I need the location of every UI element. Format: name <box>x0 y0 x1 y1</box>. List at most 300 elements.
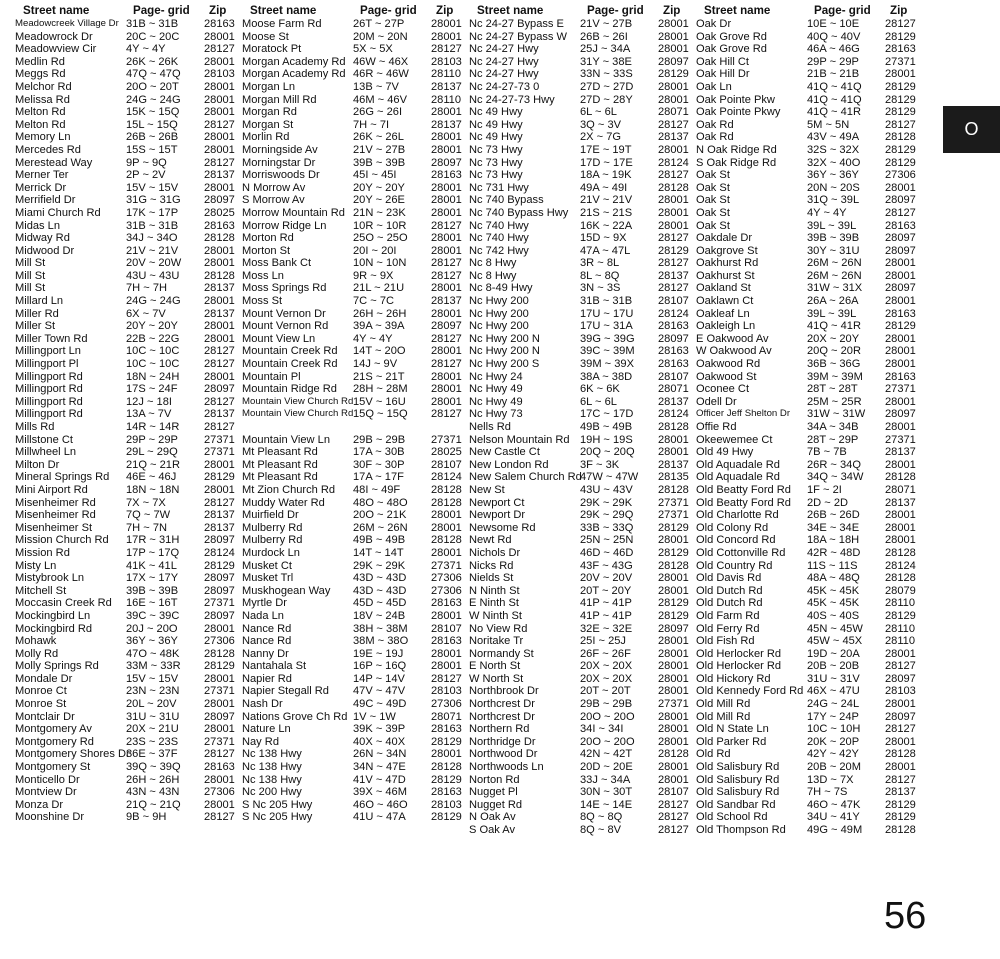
street-name: Northcrest Dr <box>469 710 535 723</box>
zip-code: 28001 <box>431 143 462 156</box>
page-grid: 15V ~ 15V <box>126 672 179 685</box>
zip-code: 28129 <box>204 471 235 484</box>
page-grid: 31B ~ 31B <box>580 295 633 308</box>
index-row <box>15 497 243 510</box>
index-row <box>469 245 697 258</box>
street-name: Offie Rd <box>696 421 737 433</box>
page-grid: 45D ~ 45D <box>353 597 407 610</box>
index-row <box>469 421 697 434</box>
page-grid: 39G ~ 39G <box>580 332 635 345</box>
street-name: Morrow Ridge Ln <box>242 219 327 232</box>
page-grid: 24G ~ 24G <box>126 295 181 308</box>
index-row <box>469 761 697 774</box>
zip-code: 28137 <box>204 307 235 320</box>
index-row <box>15 774 243 787</box>
street-name: Nc 24-27 Bypass W <box>469 30 568 43</box>
street-name: Muddy Water Rd <box>242 496 325 509</box>
page-grid: 7H ~ 7H <box>126 282 168 295</box>
zip-code: 28129 <box>885 320 916 333</box>
page-grid: 17K ~ 17P <box>126 206 179 219</box>
zip-code: 28135 <box>658 471 689 484</box>
page-grid: 15S ~ 15T <box>126 143 178 156</box>
index-row <box>242 421 470 434</box>
page-grid: 1V ~ 1W <box>353 710 396 723</box>
zip-code: 28001 <box>658 672 689 685</box>
street-name: Mondale Dr <box>15 672 73 685</box>
index-row <box>242 119 470 132</box>
zip-code: 28127 <box>431 219 462 232</box>
zip-code: 28001 <box>204 672 235 685</box>
index-row <box>15 673 243 686</box>
zip-code: 28001 <box>431 370 462 383</box>
street-name: S Oak Av <box>469 824 516 836</box>
street-name: Old Sandbar Rd <box>696 798 776 811</box>
page-grid: 39B ~ 39B <box>353 156 406 169</box>
page-grid: 46E ~ 46J <box>126 471 177 484</box>
street-name: Mineral Springs Rd <box>15 471 110 484</box>
zip-code: 28107 <box>658 295 689 308</box>
zip-code: 28128 <box>431 496 462 509</box>
street-name: Old Charlotte Rd <box>696 509 779 522</box>
index-row <box>242 320 470 333</box>
page-grid: 17X ~ 17Y <box>126 572 179 585</box>
zip-code: 28107 <box>658 370 689 383</box>
index-row <box>242 383 470 396</box>
zip-code: 28001 <box>431 345 462 358</box>
zip-code: 28137 <box>885 446 916 459</box>
page-grid: 15Q ~ 15Q <box>353 408 408 421</box>
zip-code: 28127 <box>204 748 235 761</box>
zip-code: 28110 <box>431 93 462 106</box>
index-row <box>469 358 697 371</box>
index-row <box>469 194 697 207</box>
index-row <box>242 308 470 321</box>
page-grid: 31U ~ 31V <box>807 672 860 685</box>
street-name: Oak Grove Rd <box>696 43 767 56</box>
index-row <box>469 81 697 94</box>
street-name: Oakhurst Rd <box>696 257 759 270</box>
index-row <box>696 560 924 573</box>
page-grid: 26A ~ 26A <box>807 295 859 308</box>
street-name: Molly Springs Rd <box>15 660 99 673</box>
page-grid: 49C ~ 49D <box>353 698 407 711</box>
street-name: Old Rd <box>696 748 731 761</box>
index-row <box>15 371 243 384</box>
zip-code: 28137 <box>885 496 916 509</box>
zip-code: 27371 <box>204 685 235 698</box>
page-grid: 22B ~ 22G <box>126 332 180 345</box>
index-row <box>242 471 470 484</box>
index-row <box>15 484 243 497</box>
street-name: Moccasin Creek Rd <box>15 597 112 610</box>
zip-code: 28163 <box>885 307 916 320</box>
zip-code: 28163 <box>885 370 916 383</box>
index-row <box>469 824 697 837</box>
index-row <box>696 396 924 409</box>
index-row <box>696 282 924 295</box>
street-name: Oak Rd <box>696 118 734 131</box>
index-row <box>15 207 243 220</box>
street-name: New St <box>469 483 505 496</box>
street-name: Morgan Rd <box>242 106 297 119</box>
index-row <box>15 698 243 711</box>
street-name: Oak Pointe Pkwy <box>696 106 781 119</box>
index-row <box>242 194 470 207</box>
zip-code: 28128 <box>885 546 916 559</box>
index-row <box>242 497 470 510</box>
street-name: Mount Vernon Dr <box>242 307 326 320</box>
index-row <box>242 446 470 459</box>
street-name: Mercedes Rd <box>15 143 81 156</box>
street-name: Nc Hwy 200 N <box>469 345 540 358</box>
street-name: Millingport Rd <box>15 370 83 383</box>
index-row <box>696 31 924 44</box>
index-row <box>242 660 470 673</box>
zip-code: 28001 <box>885 534 916 547</box>
zip-code: 28137 <box>658 395 689 408</box>
page-grid: 18N ~ 24H <box>126 370 180 383</box>
zip-code: 28137 <box>204 408 235 421</box>
street-name: Norton Rd <box>469 773 520 786</box>
page-grid: 34A ~ 34B <box>807 421 859 433</box>
zip-code: 28128 <box>204 269 235 282</box>
page-grid: 38H ~ 38M <box>353 622 408 635</box>
page-grid: 10E ~ 10E <box>807 18 860 30</box>
street-name: Nc 740 Hwy <box>469 232 529 245</box>
zip-code: 28001 <box>431 244 462 257</box>
page-grid: 3F ~ 3K <box>580 458 620 471</box>
page-grid: 17E ~ 19T <box>580 143 632 156</box>
zip-code: 28001 <box>885 358 916 371</box>
zip-code: 28137 <box>658 269 689 282</box>
street-name: Moss St <box>242 295 283 308</box>
street-name: Nells Rd <box>469 421 511 433</box>
zip-code: 28097 <box>885 194 916 207</box>
street-name: Nc 24-27-73 0 <box>469 80 540 93</box>
zip-code: 28127 <box>431 257 462 270</box>
page-grid: 8Q ~ 8Q <box>580 811 623 824</box>
zip-code: 28103 <box>431 55 462 68</box>
page-grid: 7X ~ 7X <box>126 496 166 509</box>
page-grid: 2D ~ 2D <box>807 496 849 509</box>
page-grid: 20D ~ 20E <box>580 761 633 774</box>
street-name: No View Rd <box>469 622 528 635</box>
index-row <box>242 761 470 774</box>
street-name: Millingport Rd <box>15 383 83 396</box>
page-grid: 46W ~ 46X <box>353 55 409 68</box>
zip-code: 28097 <box>658 332 689 345</box>
index-row <box>15 711 243 724</box>
index-row <box>469 345 697 358</box>
page-grid: 6L ~ 6L <box>580 395 617 408</box>
index-row <box>696 43 924 56</box>
index-row <box>696 711 924 724</box>
street-name: Mt Pleasant Rd <box>242 446 318 459</box>
zip-code: 28097 <box>658 622 689 635</box>
page-grid: 31B ~ 31B <box>126 219 179 232</box>
index-row <box>469 434 697 447</box>
street-name: Oak St <box>696 194 730 207</box>
index-row <box>242 106 470 119</box>
zip-code: 28001 <box>204 458 235 471</box>
page-grid: 7B ~ 7B <box>807 446 847 459</box>
zip-code: 28129 <box>885 811 916 824</box>
street-name: Morgan Academy Rd <box>242 55 346 68</box>
index-row <box>242 585 470 598</box>
zip-code: 28127 <box>204 118 235 131</box>
index-row <box>242 31 470 44</box>
zip-code: 28124 <box>431 471 462 484</box>
street-name: Nance Rd <box>242 635 292 648</box>
page-grid: 20X ~ 20Y <box>807 332 860 345</box>
street-name: Mockingbird Ln <box>15 609 91 622</box>
page-grid: 25M ~ 25R <box>807 395 862 408</box>
zip-code: 28001 <box>204 332 235 345</box>
street-name: Molly Rd <box>15 647 59 660</box>
street-name: Nc Hwy 200 <box>469 307 529 320</box>
index-row <box>242 371 470 384</box>
page-grid: 18A ~ 18H <box>807 534 860 547</box>
page-grid: 26R ~ 34Q <box>807 458 861 471</box>
page-grid: 39C ~ 39M <box>580 345 635 358</box>
page-grid: 20V ~ 20V <box>580 572 633 585</box>
zip-code: 28001 <box>885 698 916 711</box>
zip-code: 28124 <box>658 408 689 421</box>
zip-code: 28127 <box>885 206 916 219</box>
page-grid: 47O ~ 48K <box>126 647 180 660</box>
index-row <box>696 786 924 799</box>
page-grid: 23S ~ 23S <box>126 735 179 748</box>
page-grid: 47A ~ 47L <box>580 244 631 257</box>
street-name: Morlin Rd <box>242 131 290 144</box>
street-name: Mills Rd <box>15 421 55 433</box>
page-grid: 34E ~ 34E <box>807 521 860 534</box>
index-row <box>696 698 924 711</box>
zip-code: 28129 <box>885 798 916 811</box>
page-grid: 20M ~ 20N <box>353 30 408 43</box>
page-grid: 49B ~ 49B <box>353 534 406 547</box>
street-name: Oconee Ct <box>696 383 750 396</box>
page-grid: 46A ~ 46G <box>807 43 860 56</box>
page-grid: 26B ~ 26B <box>126 131 179 144</box>
zip-code: 28001 <box>658 30 689 43</box>
street-name: Nc 8-49 Hwy <box>469 282 533 295</box>
page-grid: 29B ~ 29B <box>580 698 633 711</box>
page-grid: 10R ~ 10R <box>353 219 407 232</box>
index-row <box>469 623 697 636</box>
page-grid: 31W ~ 31X <box>807 282 863 295</box>
street-name: Nc 138 Hwy <box>242 748 302 761</box>
page-grid: 3R ~ 8L <box>580 257 620 270</box>
street-name: Moss Ln <box>242 269 284 282</box>
index-row <box>469 648 697 661</box>
zip-code: 28025 <box>431 446 462 459</box>
street-name: Okeewemee Ct <box>696 433 773 446</box>
index-row <box>15 660 243 673</box>
zip-code: 28127 <box>431 672 462 685</box>
street-name: Oakdale Dr <box>696 232 753 245</box>
street-name: New London Rd <box>469 458 549 471</box>
index-row <box>696 119 924 132</box>
page-grid: 29P ~ 29P <box>126 433 178 446</box>
zip-code: 28001 <box>885 181 916 194</box>
index-row <box>15 811 243 824</box>
index-row <box>242 295 470 308</box>
page-grid: 10N ~ 10N <box>353 257 407 270</box>
page-grid: 2P ~ 2V <box>126 169 166 182</box>
street-name: Normandy St <box>469 647 534 660</box>
street-name: Merestead Way <box>15 156 93 169</box>
index-row <box>696 547 924 560</box>
street-name: New Castle Ct <box>469 446 540 459</box>
page-grid: 16E ~ 16T <box>126 597 178 610</box>
zip-code: 28097 <box>204 584 235 597</box>
page-grid: 18A ~ 19K <box>580 169 632 182</box>
index-row <box>469 295 697 308</box>
index-row <box>15 736 243 749</box>
street-name: Nc 73 Hwy <box>469 156 523 169</box>
zip-code: 28163 <box>885 43 916 56</box>
index-row <box>15 31 243 44</box>
zip-code: 28128 <box>658 421 689 433</box>
index-row <box>15 459 243 472</box>
index-column <box>469 4 697 837</box>
page-grid: 29B ~ 29B <box>353 433 406 446</box>
street-name: Newsome Rd <box>469 521 536 534</box>
page-grid: 17D ~ 17E <box>580 156 633 169</box>
street-name: Nc 24-27 Hwy <box>469 68 539 81</box>
street-name: N Morrow Av <box>242 181 306 194</box>
page-grid: 45I ~ 45I <box>353 169 397 182</box>
index-row <box>696 194 924 207</box>
zip-code: 28001 <box>885 68 916 81</box>
page-grid: 17S ~ 24F <box>126 383 178 396</box>
page-grid: 14T ~ 14T <box>353 546 404 559</box>
zip-code: 28163 <box>885 219 916 232</box>
page-grid: 26N ~ 34N <box>353 748 407 761</box>
street-name: Midas Ln <box>15 219 61 232</box>
zip-code: 28107 <box>431 622 462 635</box>
zip-code: 28128 <box>885 824 916 836</box>
index-row <box>696 484 924 497</box>
street-name: Napier Rd <box>242 672 292 685</box>
zip-code: 28097 <box>885 672 916 685</box>
index-row <box>469 534 697 547</box>
street-name: Mount View Ln <box>242 332 316 345</box>
street-name: Mission Church Rd <box>15 534 109 547</box>
street-name: Murdock Ln <box>242 546 300 559</box>
zip-code: 28128 <box>885 572 916 585</box>
zip-code: 28001 <box>658 206 689 219</box>
page-grid: 26F ~ 26F <box>580 647 631 660</box>
street-name: Nash Dr <box>242 698 283 711</box>
index-row <box>242 597 470 610</box>
street-name: Oak Grove Rd <box>696 30 767 43</box>
page-grid: 30N ~ 30T <box>580 786 633 799</box>
page-grid: 36Y ~ 36Y <box>807 169 859 182</box>
index-row <box>469 257 697 270</box>
zip-code: 28137 <box>658 458 689 471</box>
street-name: Muskhogean Way <box>242 584 331 597</box>
zip-code: 28025 <box>204 206 235 219</box>
page-grid: 46X ~ 47U <box>807 685 860 698</box>
zip-code: 28127 <box>885 118 916 131</box>
index-row <box>242 560 470 573</box>
zip-code: 28163 <box>431 169 462 182</box>
street-name: Old Cottonville Rd <box>696 546 786 559</box>
zip-code: 28128 <box>431 483 462 496</box>
index-row <box>696 257 924 270</box>
zip-code: 28097 <box>885 282 916 295</box>
page-grid: 23N ~ 23N <box>126 685 180 698</box>
street-name: Old School Rd <box>696 811 768 824</box>
index-row <box>15 761 243 774</box>
zip-code: 28128 <box>658 181 689 194</box>
zip-code: 27306 <box>431 584 462 597</box>
page-grid: 33B ~ 33Q <box>580 521 634 534</box>
zip-code: 28079 <box>885 584 916 597</box>
street-name: Nc Hwy 24 <box>469 370 523 383</box>
street-name: Odell Dr <box>696 395 737 408</box>
street-name: Old Davis Rd <box>696 572 762 585</box>
index-row <box>15 43 243 56</box>
page-grid: 41Q ~ 41R <box>807 106 861 119</box>
zip-code: 28001 <box>885 458 916 471</box>
page-grid: 20T ~ 20T <box>580 685 631 698</box>
street-name: Morton St <box>242 244 291 257</box>
zip-code: 28128 <box>431 534 462 547</box>
page-grid: 26B ~ 26I <box>580 30 628 43</box>
zip-code: 28001 <box>431 30 462 43</box>
page-grid: 4Y ~ 4Y <box>807 206 847 219</box>
zip-code: 28129 <box>658 521 689 534</box>
index-row <box>15 169 243 182</box>
street-name: Oak Pointe Pkw <box>696 93 775 106</box>
street-name: Old N State Ln <box>696 723 769 736</box>
index-row <box>15 245 243 258</box>
index-row <box>15 345 243 358</box>
zip-code: 28127 <box>204 43 235 56</box>
zip-code: 28107 <box>658 786 689 799</box>
page-grid: 17A ~ 17F <box>353 471 404 484</box>
page-grid: 14J ~ 9V <box>353 358 398 371</box>
street-name: Monroe St <box>15 698 67 711</box>
zip-code: 28001 <box>658 773 689 786</box>
zip-code: 28127 <box>204 345 235 358</box>
index-row <box>469 308 697 321</box>
street-name: Morgan Ln <box>242 80 296 93</box>
page-grid: 20X ~ 20X <box>580 660 633 673</box>
street-name: Old Dutch Rd <box>696 597 763 610</box>
zip-code: 28128 <box>658 748 689 761</box>
page-grid: 20X ~ 20X <box>580 672 633 685</box>
street-name: Old 49 Hwy <box>696 446 754 459</box>
street-name: Nc 740 Bypass Hwy <box>469 206 569 219</box>
index-row <box>469 333 697 346</box>
index-row <box>696 434 924 447</box>
index-row <box>696 383 924 396</box>
index-row <box>469 94 697 107</box>
zip-code: 28001 <box>885 257 916 270</box>
page-grid: 9R ~ 9X <box>353 269 394 282</box>
index-row <box>15 623 243 636</box>
street-name: Mountain View Ln <box>242 433 330 446</box>
index-row <box>15 408 243 421</box>
page-grid: 43D ~ 43D <box>353 572 407 585</box>
index-row <box>469 471 697 484</box>
zip-code: 28071 <box>431 710 462 723</box>
zip-code: 28137 <box>885 786 916 799</box>
